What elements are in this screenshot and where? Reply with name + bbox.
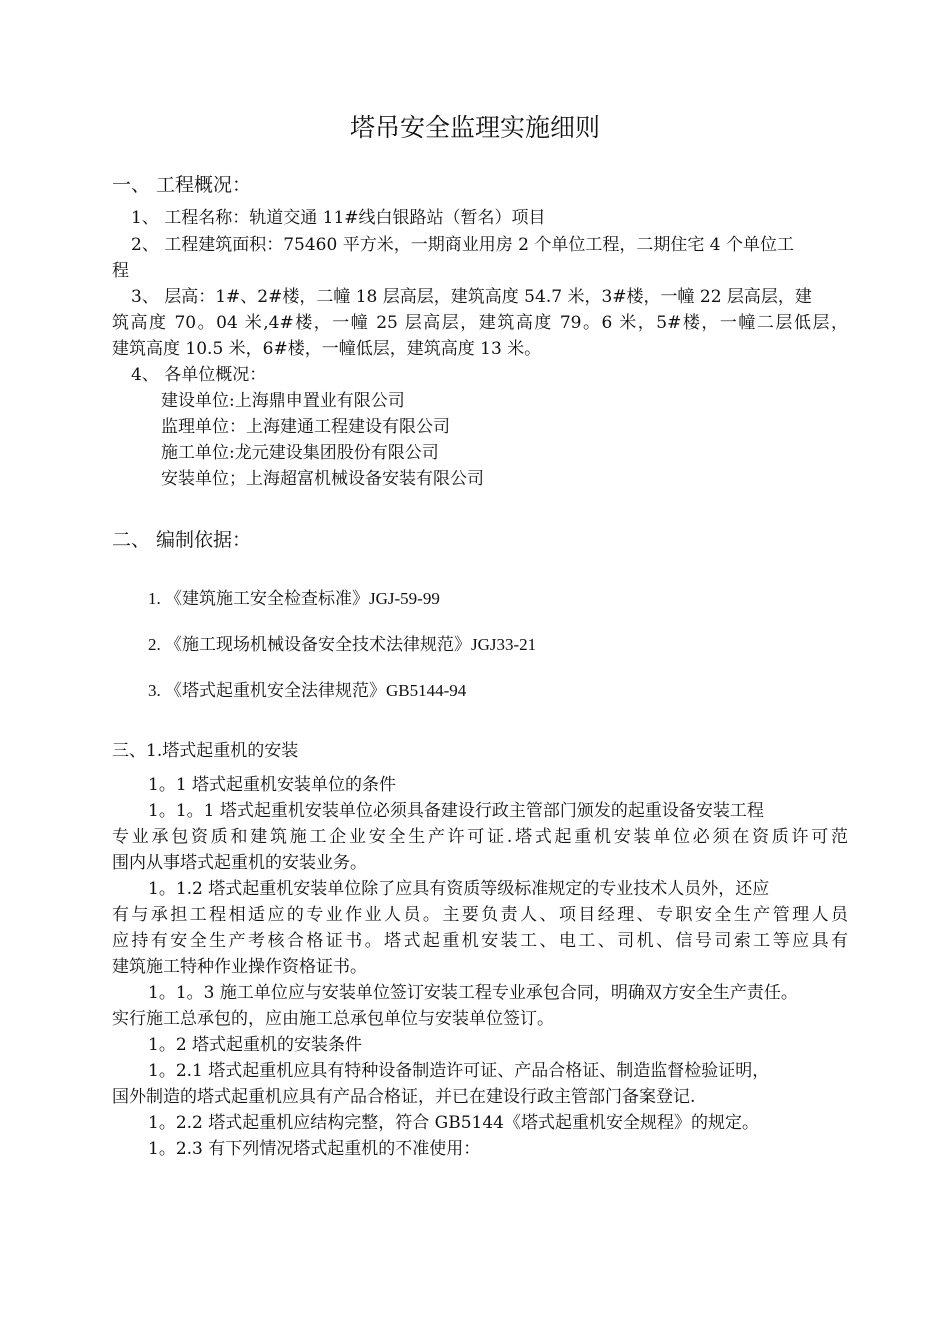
reference-item: 1. 《建筑施工安全检查标准》JGJ-59-99 [148, 589, 440, 608]
document-title: 塔吊安全监理实施细则 [349, 113, 600, 142]
paragraph-line: 1。1.2 塔式起重机安装单位除了应具有资质等级标准规定的专业技术人员外，还应 [148, 879, 770, 899]
section-heading-overview: 一、 工程概况： [112, 174, 252, 196]
paragraph-line: 1。2.3 有下列情况塔式起重机的不准使用： [148, 1139, 481, 1159]
unit-install: 安装单位；上海超富机械设备安装有限公司 [161, 469, 484, 489]
paragraph-line: 建筑施工特种作业操作资格证书。 [112, 957, 367, 977]
paragraph-line: 1。1。1 塔式起重机安装单位必须具备建设行政主管部门颁发的起重设备安装工程 [148, 801, 764, 821]
paragraph-line: 实行施工总承包的，应由施工总承包单位与安装单位签订。 [112, 1009, 554, 1029]
subsection-heading: 1。2 塔式起重机的安装条件 [148, 1035, 363, 1055]
section-heading-basis: 二、 编制依据： [112, 529, 252, 551]
subsection-heading: 1。1 塔式起重机安装单位的条件 [148, 775, 397, 795]
overview-item-area-cont: 程 [112, 261, 129, 281]
overview-item-project-name: 1、 工程名称：轨道交通 11#线白银路站（暂名）项目 [131, 208, 546, 228]
paragraph-line: 有与承担工程相适应的专业作业人员。主要负责人、项目经理、专职安全生产管理人员 [112, 905, 848, 925]
overview-item-height-cont: 建筑高度 10.5 米，6#楼，一幢低层，建筑高度 13 米。 [112, 339, 542, 359]
overview-item-height: 3、 层高：1#、2#楼，二幢 18 层高层，建筑高度 54.7 米，3#楼，一幢 22 层高层，建 [131, 287, 812, 307]
paragraph-line: 1。1。3 施工单位应与安装单位签订安装工程专业承包合同，明确双方安全生产责任。 [148, 983, 798, 1003]
overview-item-area: 2、 工程建筑面积：75460 平方米，一期商业用房 2 个单位工程，二期住宅 4 个单位工 [131, 235, 794, 255]
section-heading-installation: 三、1.塔式起重机的安装 [112, 741, 299, 761]
paragraph-line: 围内从事塔式起重机的安装业务。 [112, 853, 367, 873]
unit-supervise: 监理单位：上海建通工程建设有限公司 [161, 417, 450, 437]
paragraph-line: 国外制造的塔式起重机应具有产品合格证，并已在建设行政主管部门备案登记. [112, 1087, 696, 1107]
paragraph-line: 1。2.2 塔式起重机应结构完整，符合 GB5144《塔式起重机安全规程》的规定。 [148, 1113, 759, 1133]
paragraph-line: 专业承包资质和建筑施工企业安全生产许可证.塔式起重机安装单位必须在资质许可范 [112, 827, 848, 847]
reference-item: 3. 《塔式起重机安全法律规范》GB5144-94 [148, 681, 467, 700]
paragraph-line: 1。2.1 塔式起重机应具有特种设备制造许可证、产品合格证、制造监督检验证明， [148, 1061, 770, 1081]
unit-build: 建设单位:上海鼎申置业有限公司 [161, 391, 405, 411]
paragraph-line: 应持有安全生产考核合格证书。塔式起重机安装工、电工、司机、信号司索工等应具有 [112, 931, 848, 951]
unit-construct: 施工单位:龙元建设集团股份有限公司 [161, 443, 439, 463]
overview-item-units: 4、 各单位概况： [131, 365, 267, 385]
reference-item: 2. 《施工现场机械设备安全技术法律规范》JGJ33-21 [148, 635, 537, 654]
overview-item-height-cont: 筑高度 70。04 米,4#楼，一幢 25 层高层，建筑高度 79。6 米，5#楼，一幢二层低层， [112, 313, 848, 333]
